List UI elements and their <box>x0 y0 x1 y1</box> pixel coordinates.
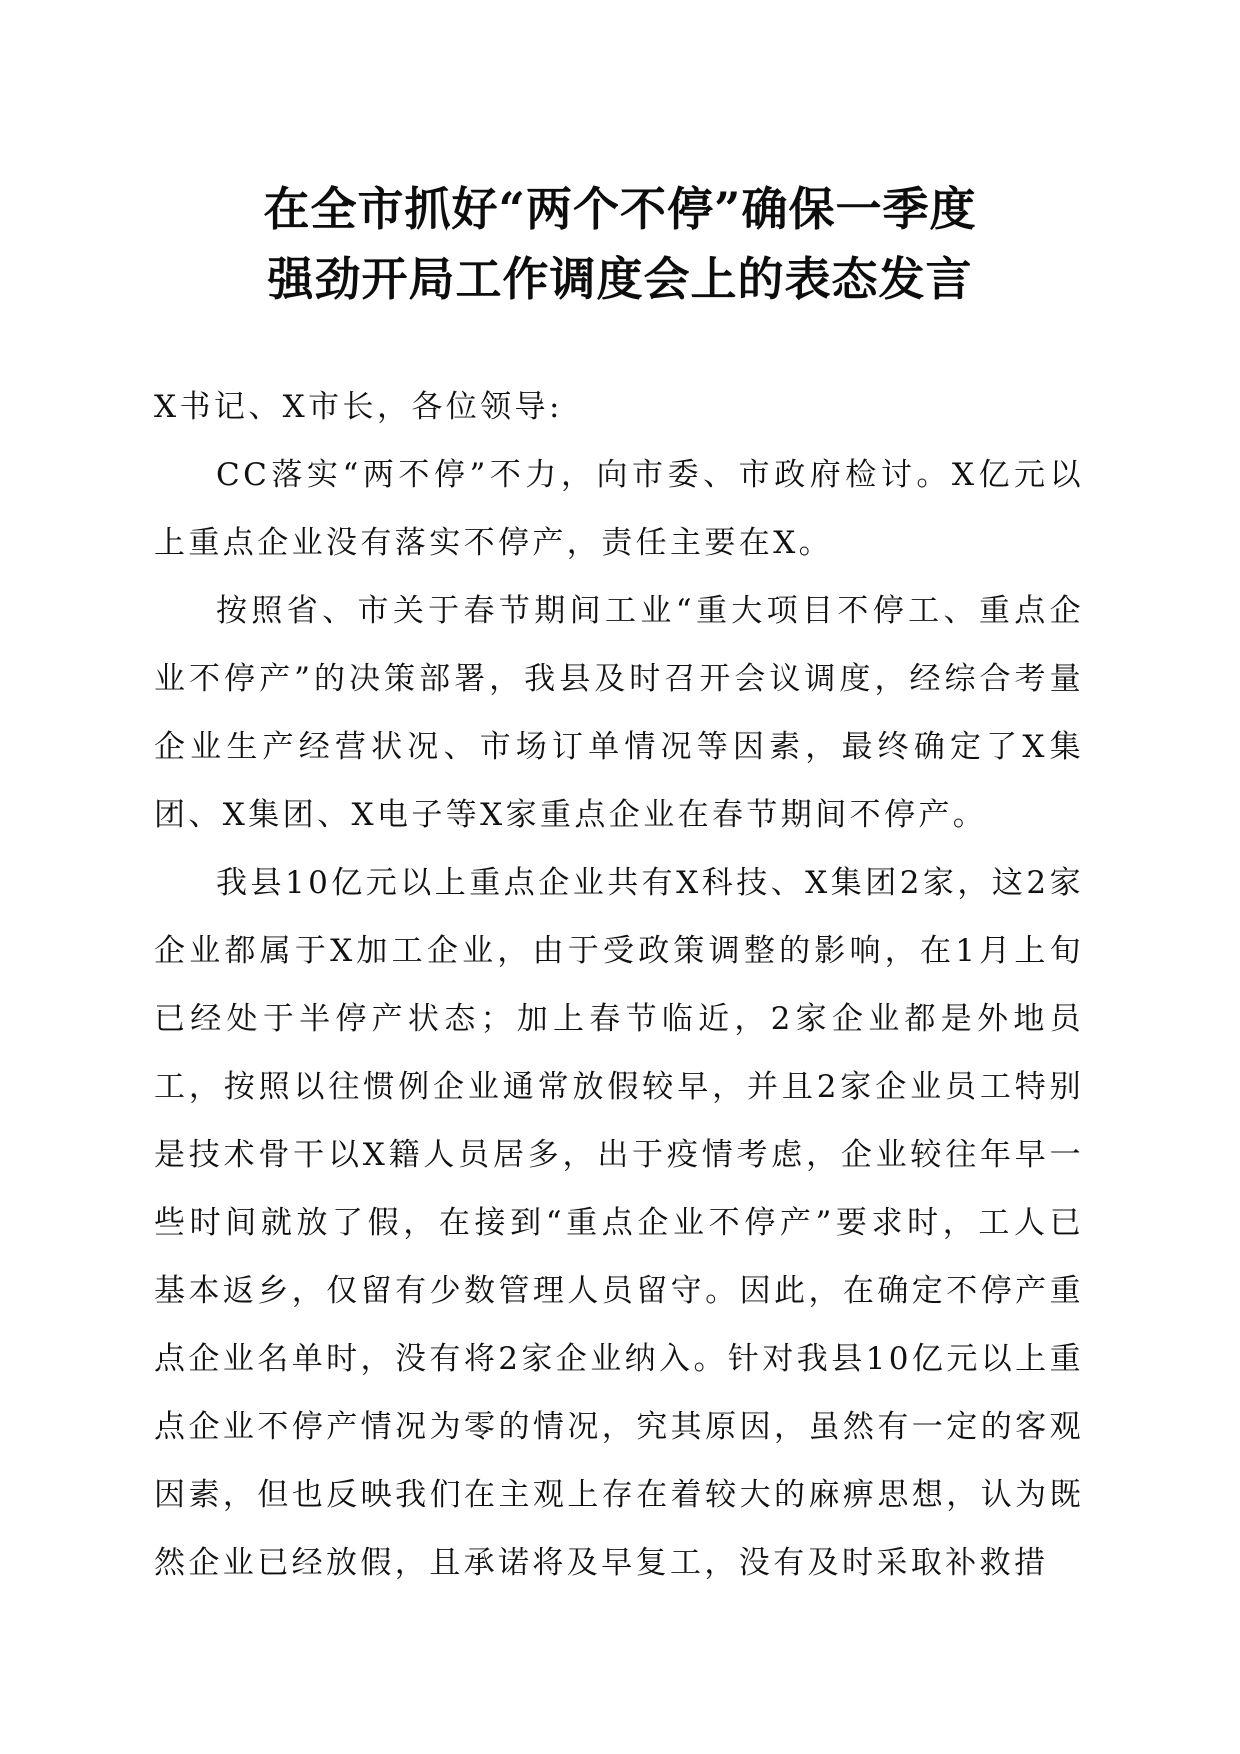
document-body <box>154 373 1084 1597</box>
document-title-line-2: 强劲开局工作调度会上的表态发言 <box>267 252 973 306</box>
paragraph-1: CC落实“两不停”不力，向市委、市政府检讨。X亿元以上重点企业没有落实不停产，责任主要在X。 <box>154 457 1084 561</box>
salutation: X书记、X市长，各位领导: <box>154 389 563 425</box>
document-title-line-1: 在全市抓好“两个不停”确保一季度 <box>263 182 977 236</box>
paragraph-2: 按照省、市关于春节期间工业“重大项目不停工、重点企业不停产”的决策部署，我县及时召开会议调度，经综合考量企业生产经营状况、市场订单情况等因素，最终确定了X集团、X集团、X电子等X家重点企业在春节期间不停产。 <box>154 593 1084 833</box>
paragraph-3: 我县10亿元以上重点企业共有X科技、X集团2家，这2家企业都属于X加工企业，由于受政策调整的影响，在1月上旬已经处于半停产状态；加上春节临近，2家企业都是外地员工，按照以往惯例企业通常放假较早，并且2家企业员工特别是技术骨干以X籍人员居多，出于疫情考虑，企业较往年早一些时间就放了假，在接到“重点企业不停产”要求时，工人已基本返乡，仅留有少数管理人员留守。因此，在确定不停产重点企业名单时，没有将2家企业纳入。针对我县10亿元以上重点企业不停产情况为零的情况，究其原因，虽然有一定的客观因素，但也反映我们在主观上存在着较大的麻痹思想，认为既然企业已经放假，且承诺将及早复工，没有及时采取补救措 <box>154 865 1084 1581</box>
